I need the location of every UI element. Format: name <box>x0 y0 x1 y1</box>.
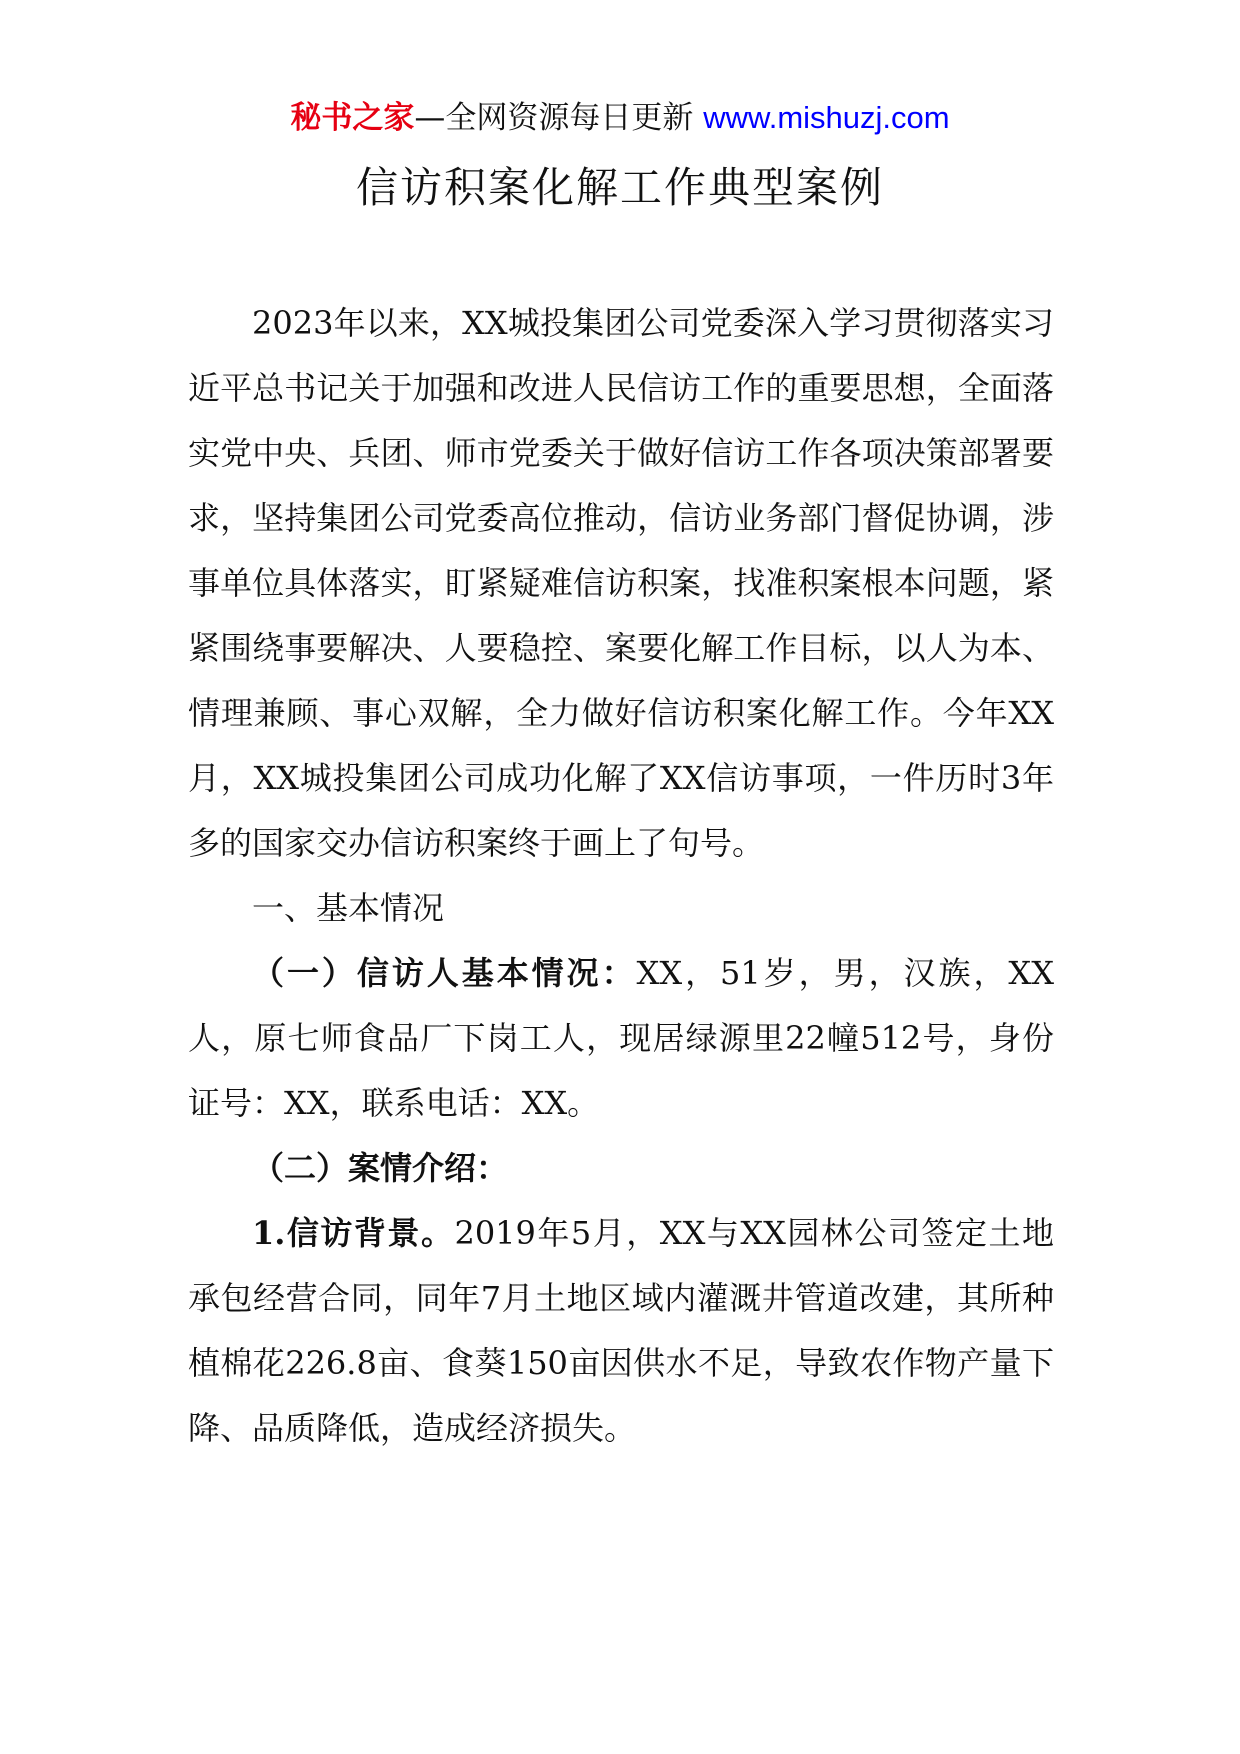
document-body <box>188 291 1054 1461</box>
banner-tagline: —全网资源每日更新 <box>414 100 704 136</box>
petitioner-info-label: （一）信访人基本情况： <box>252 954 637 992</box>
background-paragraph <box>188 1201 1054 1461</box>
intro-paragraph: 2023年以来，XX城投集团公司党委深入学习贯彻落实习近平总书记关于加强和改进人民信访工作的重要思想，全面落实党中央、兵团、师市党委关于做好信访工作各项决策部署要求，坚持集团公司党委高位推动，信访业务部门督促协调，涉事单位具体落实，盯紧疑难信访积案，找准积案根本问题，紧紧围绕事要解决、人要稳控、案要化解工作目标，以人为本、情理兼顾、事心双解，全力做好信访积案化解工作。今年XX月，XX城投集团公司成功化解了XX信访事项，一件历时3年多的国家交办信访积案终于画上了句号。 <box>188 304 1054 862</box>
background-label: 1.信访背景。 <box>252 1214 455 1252</box>
petitioner-info-text: XX，51岁，男，汉族，XX人，原七师食品厂下岗工人，现居绿源里22幢512号，身份证号：XX，联系电话：XX。 <box>188 954 1054 1122</box>
background-text: 2019年5月，XX与XX园林公司签定土地承包经营合同，同年7月土地区域内灌溉井管道改建，其所种植棉花226.8亩、食葵150亩因供水不足，导致农作物产量下降、品质降低，造成经济损失。 <box>188 1214 1054 1447</box>
section-heading-basic-info: 一、基本情况 <box>252 889 445 927</box>
site-url-link[interactable]: www.mishuzj.com <box>703 100 950 135</box>
site-banner <box>0 98 1240 138</box>
brand-name: 秘书之家 <box>290 100 415 136</box>
case-intro-heading: （二）案情介绍： <box>252 1149 509 1187</box>
document-title: 信访积案化解工作典型案例 <box>355 163 884 212</box>
petitioner-info-paragraph <box>188 941 1054 1136</box>
